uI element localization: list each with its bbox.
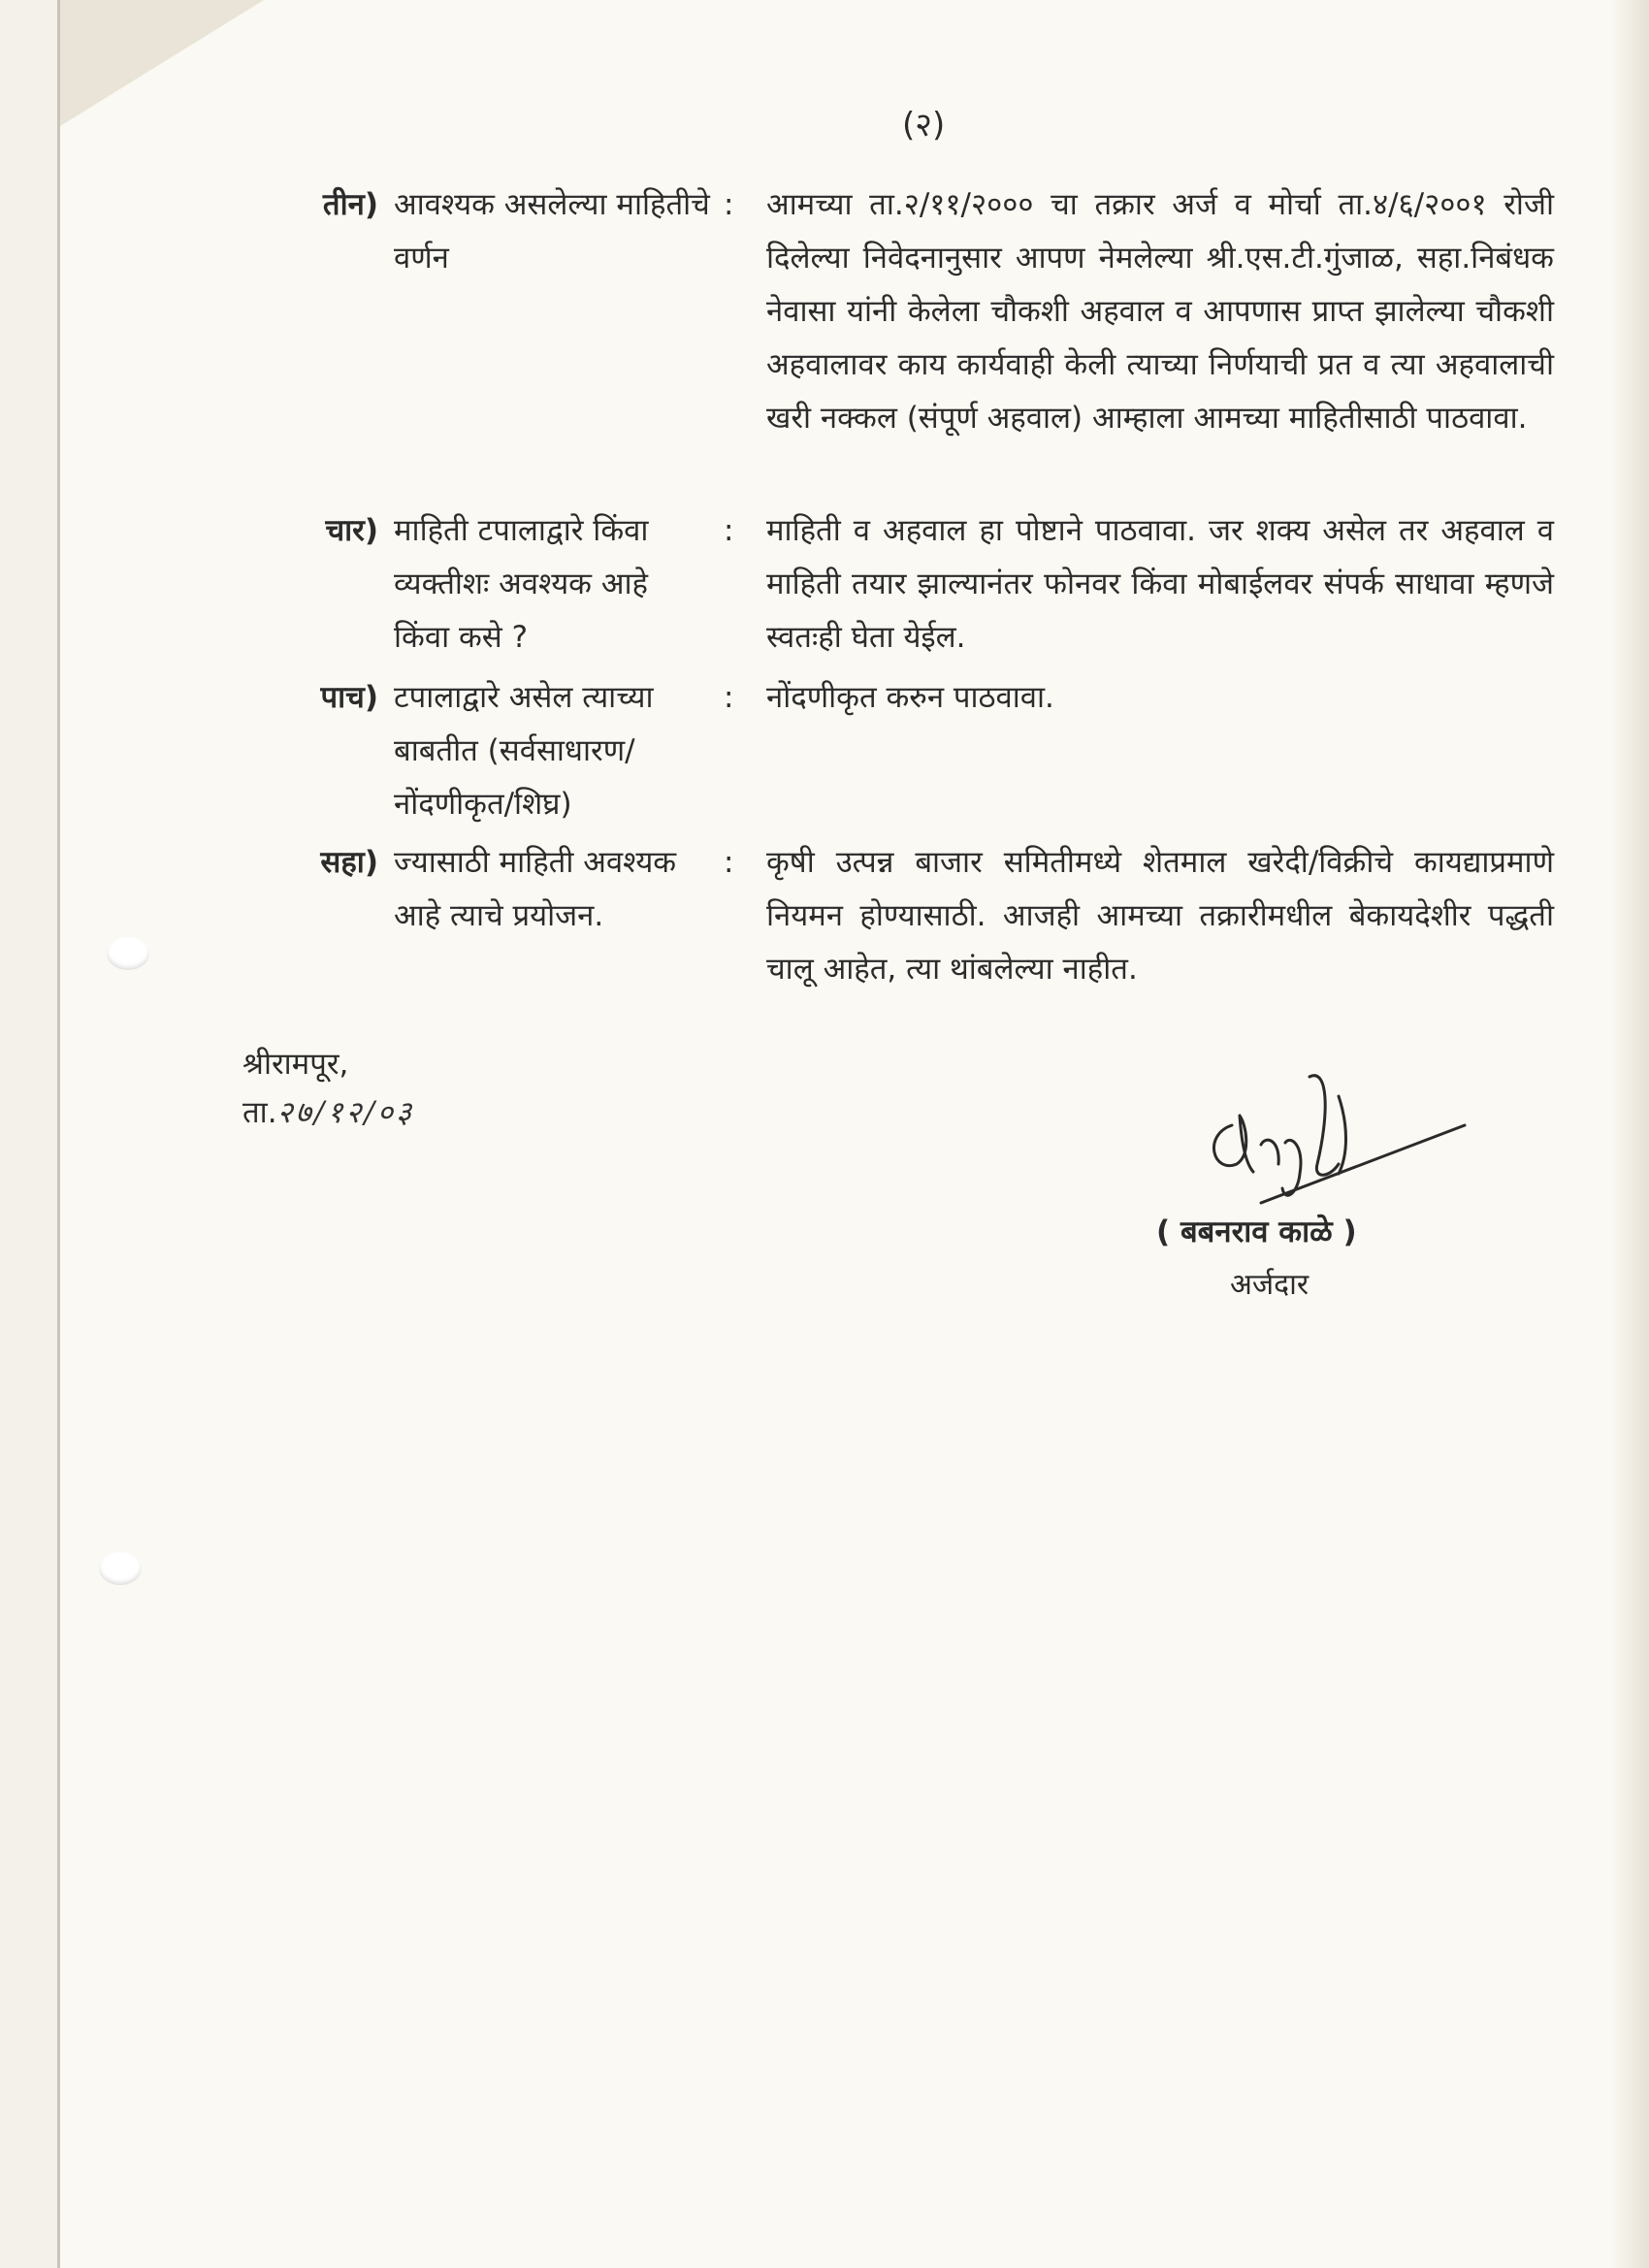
item-answer: नोंदणीकृत करुन पाठवावा. xyxy=(766,680,1054,715)
folded-corner xyxy=(60,0,264,126)
item-answer: माहिती व अहवाल हा पोष्टाने पाठवावा. जर शक्य असेल तर अहवाल व माहिती तयार झाल्यानंतर फोनवर किंवा मोबाईलवर संपर्क साधावा म्हणजे स्वतःही घेता येईल. xyxy=(766,513,1554,655)
item-number: सहा) xyxy=(320,845,378,880)
item-label: ज्यासाठी माहिती अवश्यक आहे त्याचे प्रयोजन. xyxy=(394,845,677,933)
item-colon: : xyxy=(724,680,734,715)
item-number: चार) xyxy=(325,513,378,548)
handwritten-signature xyxy=(1193,1057,1474,1222)
page-number: (२) xyxy=(902,106,946,145)
item-colon: : xyxy=(724,187,734,222)
handwritten-date: २७/१२/०३ xyxy=(276,1095,415,1130)
item-answer: कृषी उत्पन्न बाजार समितीमध्ये शेतमाल खरेदी/विक्रीचे कायद्याप्रमाणे नियमन होण्यासाठी. आजही आमच्या तक्रारीमधील बेकायदेशीर पद्धती चालू आहेत, त्या थांबलेल्या नाहीत. xyxy=(766,845,1554,987)
punch-hole xyxy=(107,937,149,970)
page-edge-shadow xyxy=(1610,0,1649,2268)
item-answer: आमच्या ता.२/११/२००० चा तक्रार अर्ज व मोर्चा ता.४/६/२००१ रोजी दिलेल्या निवेदनानुसार आपण नेमलेल्या श्री.एस.टी.गुंजाळ, सहा.निबंधक नेवासा यांनी केलेला चौकशी अहवाल व आपणास प्राप्त झालेल्या चौकशी अहवालावर काय कार्यवाही केली त्याच्या निर्णयाची प्रत व त्या अहवालाची खरी नक्कल (संपूर्ण अहवाल) आम्हाला आमच्या माहितीसाठी पाठवावा. xyxy=(766,187,1554,436)
punch-hole xyxy=(99,1552,142,1585)
item-label: आवश्यक असलेल्या माहितीचे वर्णन xyxy=(394,187,710,275)
item-label: टपालाद्वारे असेल त्याच्या बाबतीत (सर्वसाधारण/ नोंदणीकृत/शिघ्र) xyxy=(394,680,654,822)
place-name: श्रीरामपूर, xyxy=(242,1047,349,1082)
date-line xyxy=(242,1088,414,1137)
date-prefix: ता. xyxy=(242,1095,277,1130)
signer-role: अर्जदार xyxy=(1230,1268,1310,1302)
item-number: तीन) xyxy=(322,187,378,222)
item-label: माहिती टपालाद्वारे किंवा व्यक्तीशः अवश्यक आहे किंवा कसे ? xyxy=(394,513,649,655)
item-colon: : xyxy=(724,845,734,880)
item-number: पाच) xyxy=(320,680,378,715)
signer-name: ( बबनराव काळे ) xyxy=(1156,1215,1357,1249)
item-colon: : xyxy=(724,513,734,548)
